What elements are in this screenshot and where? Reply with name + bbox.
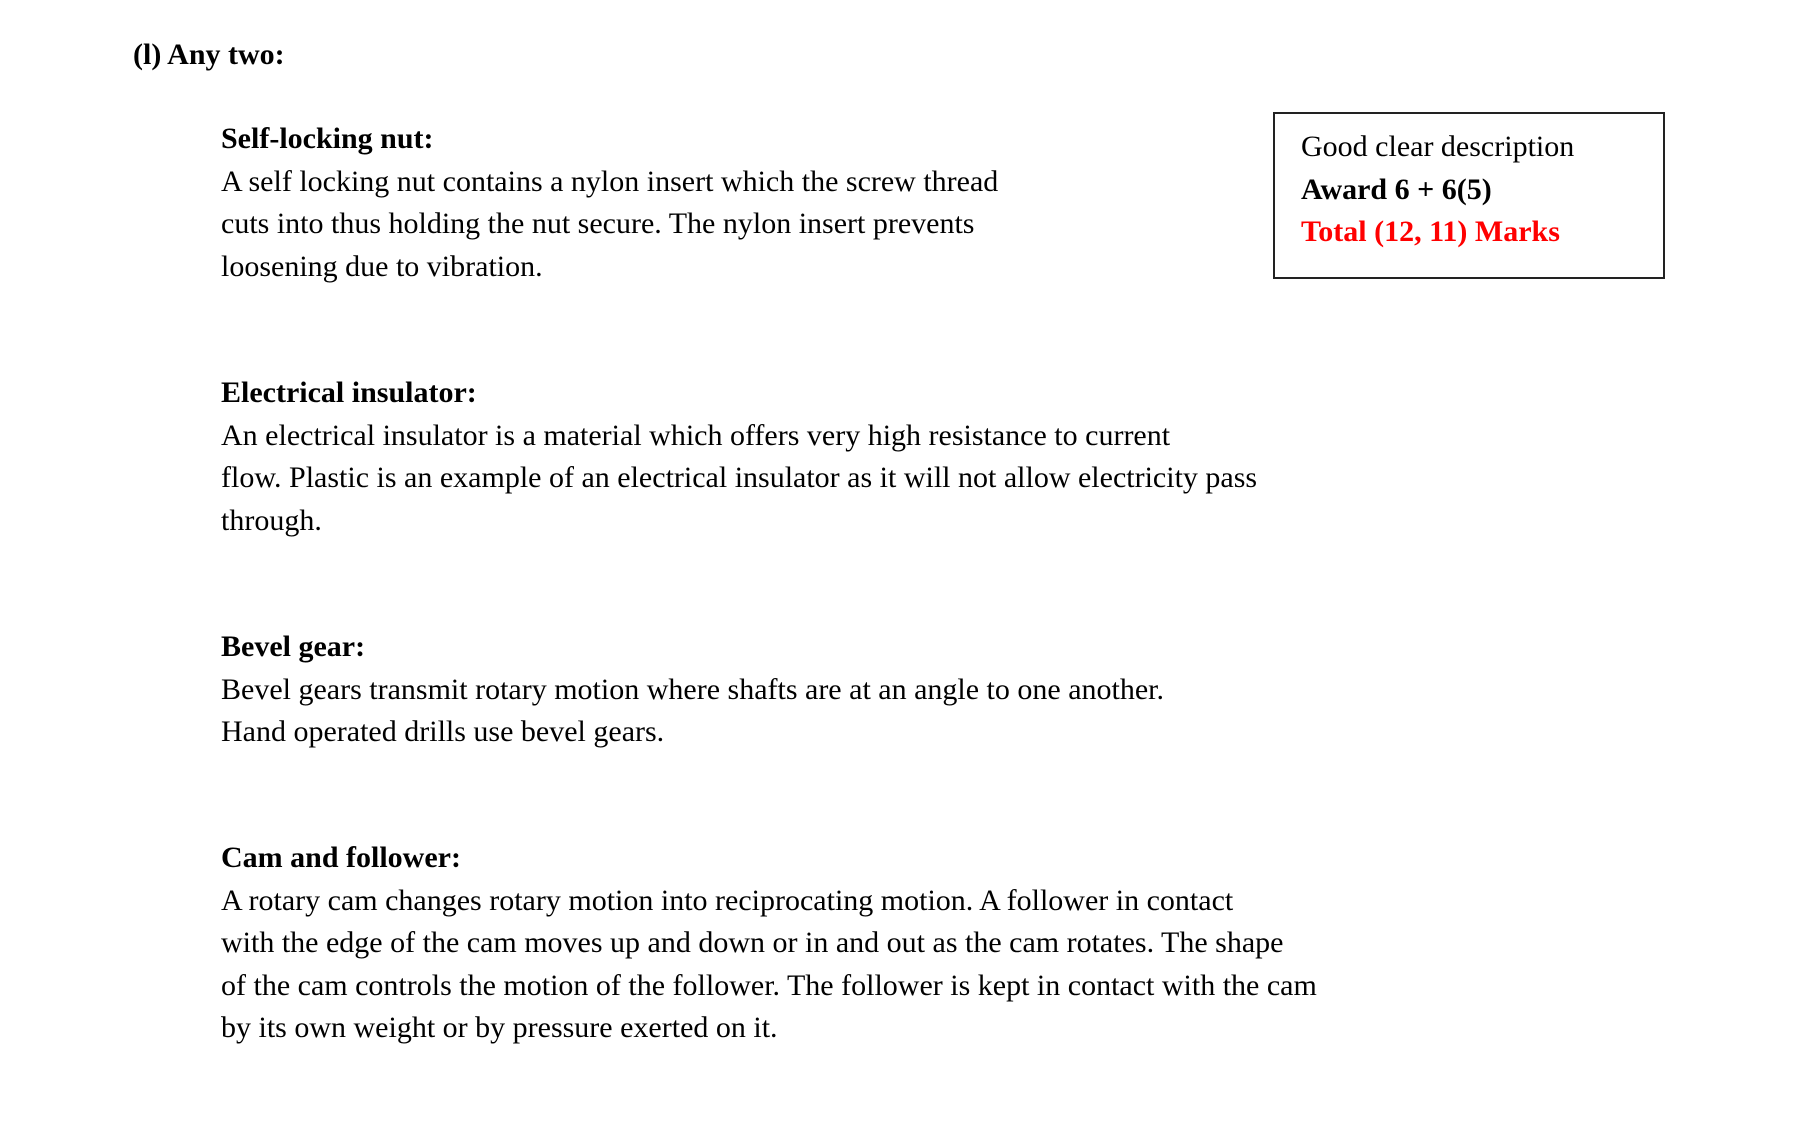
body-line: through. bbox=[221, 503, 322, 537]
marking-comment: Good clear description bbox=[1301, 130, 1575, 163]
body-line: A rotary cam changes rotary motion into reciprocating motion. A follower in contact bbox=[221, 883, 1234, 917]
section-title: Bevel gear: bbox=[221, 630, 366, 663]
section-title: Electrical insulator: bbox=[221, 376, 477, 409]
marking-award: Award 6 + 6(5) bbox=[1301, 172, 1492, 206]
section-self-locking-nut bbox=[221, 118, 998, 288]
body-line: Hand operated drills use bevel gears. bbox=[221, 715, 665, 748]
marking-scheme-box bbox=[1273, 112, 1665, 279]
section-cam-and-follower bbox=[221, 837, 1317, 1050]
section-bevel-gear bbox=[221, 626, 1164, 754]
body-line: of the cam controls the motion of the follower. The follower is kept in contact with the cam bbox=[221, 968, 1317, 1002]
section-title: Self-locking nut: bbox=[221, 122, 434, 155]
body-line: flow. Plastic is an example of an electrical insulator as it will not allow electricity pass bbox=[221, 461, 1258, 494]
section-title: Cam and follower: bbox=[221, 841, 461, 874]
body-line: A self locking nut contains a nylon insert which the screw thread bbox=[221, 164, 999, 198]
body-line: loosening due to vibration. bbox=[221, 249, 543, 283]
section-electrical-insulator bbox=[221, 372, 1257, 542]
body-line: Bevel gears transmit rotary motion where shafts are at an angle to one another. bbox=[221, 672, 1165, 706]
question-heading: (l) Any two: bbox=[133, 38, 285, 71]
body-line: by its own weight or by pressure exerted on it. bbox=[221, 1011, 778, 1044]
body-line: with the edge of the cam moves up and down or in and out as the cam rotates. The shape bbox=[221, 926, 1284, 959]
marking-total: Total (12, 11) Marks bbox=[1301, 215, 1560, 248]
body-line: An electrical insulator is a material which offers very high resistance to current bbox=[221, 418, 1171, 452]
body-line: cuts into thus holding the nut secure. The nylon insert prevents bbox=[221, 207, 975, 240]
